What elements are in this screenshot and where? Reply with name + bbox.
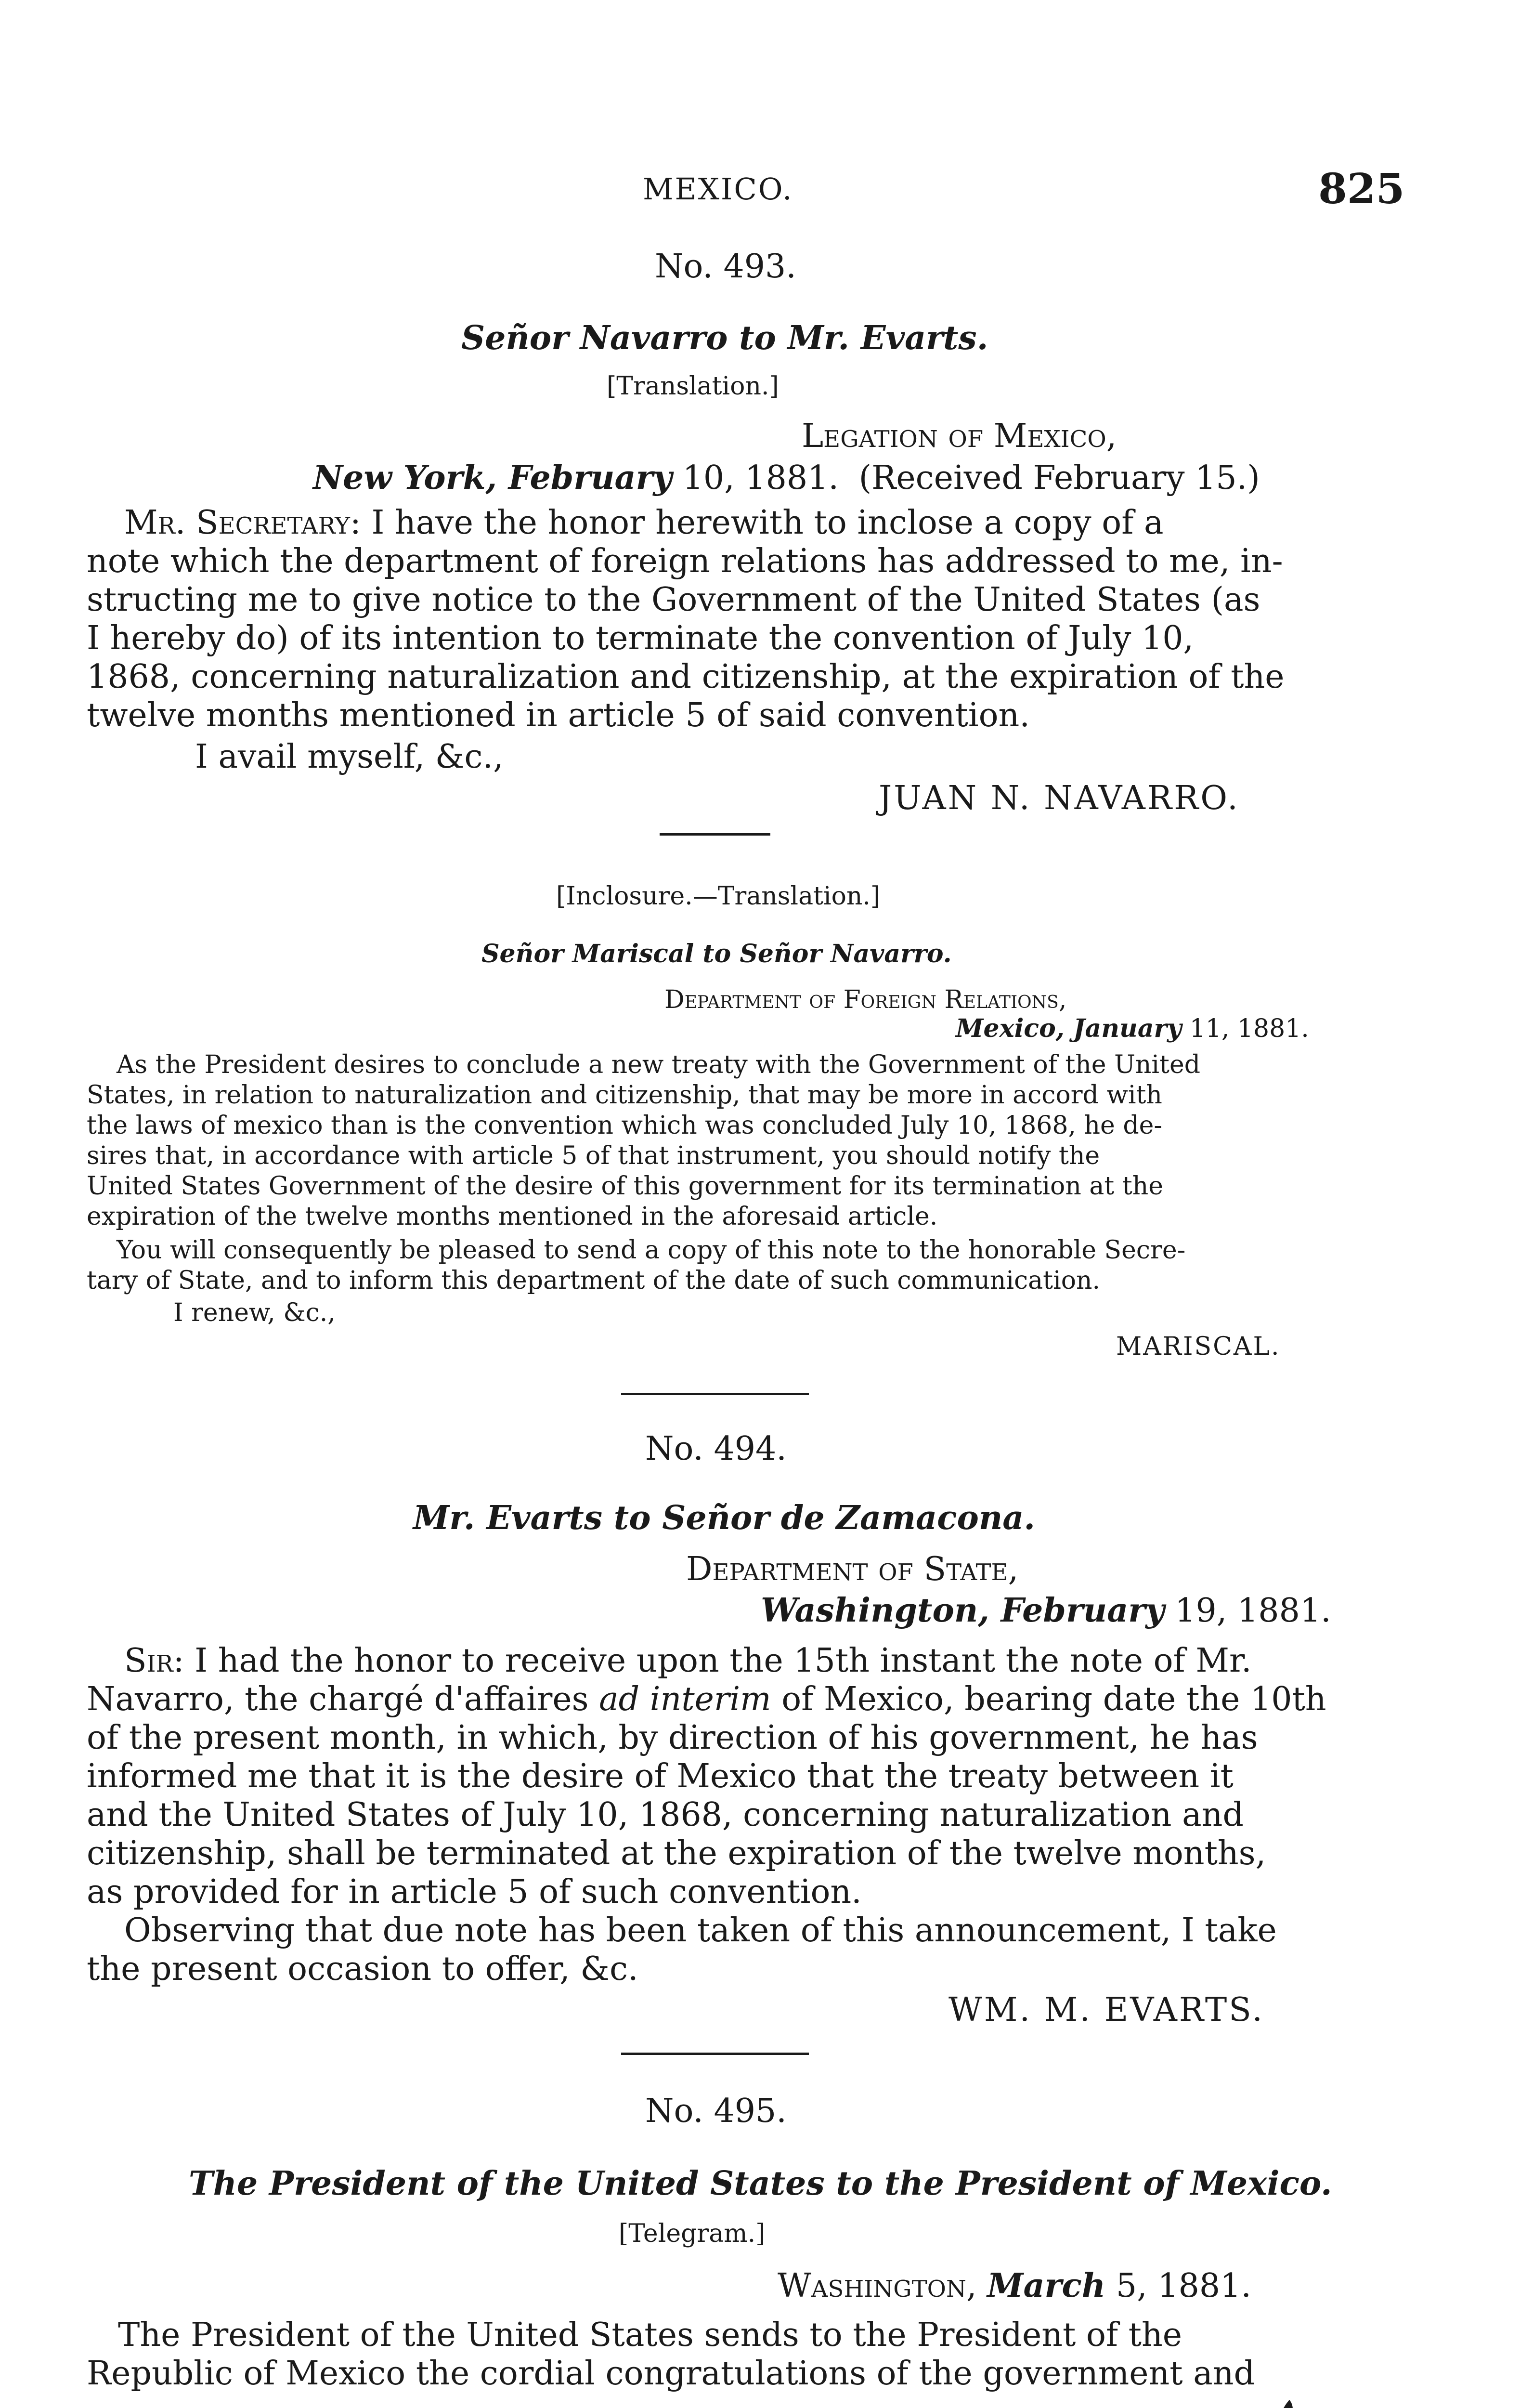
doc-493-line-5: 1868, concerning naturalization and citizenship, at the expiration of the: [87, 658, 1285, 696]
doc-494-line-9: the present occasion to offer, &c.: [87, 1950, 638, 1988]
doc-495-date-rest: 5, 1881.: [1116, 2267, 1252, 2305]
doc-493-dateline: [313, 458, 1260, 497]
doc-493-line-4: I hereby do) of its intention to terminate the convention of July 10,: [87, 619, 1194, 657]
doc-494-line-8: Observing that due note has been taken of this announcement, I take: [124, 1911, 1277, 1950]
doc-493-title: Señor Navarro to Mr. Evarts.: [461, 319, 988, 357]
inclosure-line-1: As the President desires to conclude a new treaty with the Government of the United: [117, 1050, 1201, 1079]
doc-493-line-1-text: I have the honor herewith to inclose a copy of a: [371, 504, 1164, 542]
doc-495-place: Washington,: [778, 2267, 977, 2305]
doc-493-dateline-date: 10, 1881.: [682, 459, 839, 497]
doc-494-line-1: [124, 1642, 1252, 1680]
doc-495-title: The President of the United States to the President of Mexico.: [189, 2164, 1332, 2203]
doc-494-dateline: [761, 1591, 1331, 1630]
doc-493-place: Legation of Mexico,: [802, 417, 1117, 455]
inclosure-line-4: sires that, in accordance with article 5 of that instrument, you should notify the: [87, 1141, 1100, 1170]
inclosure-dateline-date: 11, 1881.: [1189, 1014, 1309, 1043]
doc-493-dateline-place: New York, February: [313, 458, 672, 497]
doc-494-line-1-text: I had the honor to receive upon the 15th instant the note of Mr.: [195, 1642, 1252, 1680]
doc-494-line-7: as provided for in article 5 of such convention.: [87, 1873, 862, 1911]
doc-494-number: No. 494.: [645, 1430, 787, 1468]
doc-493-received: (Received February 15.): [858, 459, 1260, 497]
inclosure-line-5: United States Government of the desire of this government for its termination at the: [87, 1172, 1163, 1201]
inclosure-signature: MARISCAL.: [1116, 1332, 1281, 1361]
inclosure-title: Señor Mariscal to Señor Navarro.: [481, 939, 952, 968]
inclosure-line-8: tary of State, and to inform this department of the date of such communication.: [87, 1266, 1101, 1295]
section-divider: [621, 2053, 809, 2055]
inclosure-line-2: States, in relation to naturalization and citizenship, that may be more in accord with: [87, 1081, 1162, 1110]
inclosure-dateline: [956, 1016, 1309, 1041]
doc-495-line-1: The President of the United States sends to the President of the: [118, 2316, 1182, 2354]
section-divider: [660, 833, 770, 836]
inclosure-line-3: the laws of mexico than is the convention which was concluded July 10, 1868, he de-: [87, 1111, 1162, 1140]
doc-494-place: Department of State,: [686, 1550, 1019, 1588]
doc-494-signature: WM. M. EVARTS.: [948, 1991, 1264, 2029]
pen-mark-icon: [1266, 2396, 1300, 2408]
doc-494-dateline-place: Washington, February: [761, 1591, 1165, 1630]
inclosure-line-7: You will consequently be pleased to send a copy of this note to the honorable Secre-: [117, 1236, 1186, 1265]
doc-494-line-2-a: Navarro, the chargé d'affaires: [87, 1680, 589, 1718]
doc-494-line-2-b: of Mexico, bearing date the 10th: [781, 1680, 1326, 1718]
doc-494-line-5: and the United States of July 10, 1868, concerning naturalization and: [87, 1796, 1244, 1834]
doc-493-line-2: note which the department of foreign relations has addressed to me, in-: [87, 542, 1283, 580]
doc-493-line-1: [124, 504, 1164, 542]
doc-493-translation-note: [Translation.]: [607, 372, 779, 401]
doc-494-line-2-italic: ad interim: [599, 1680, 771, 1718]
doc-495-number: No. 495.: [645, 2092, 787, 2130]
doc-495-telegram-note: [Telegram.]: [619, 2219, 766, 2248]
inclosure-line-6: expiration of the twelve months mentioned in the aforesaid article.: [87, 1202, 938, 1231]
page-number: 825: [1318, 165, 1405, 213]
inclosure-closing: I renew, &c.,: [173, 1298, 336, 1327]
doc-494-salutation: Sir:: [124, 1642, 184, 1680]
doc-495-date-month: March: [987, 2266, 1106, 2305]
inclosure-dateline-place: Mexico, January: [956, 1014, 1182, 1043]
doc-494-line-3: of the present month, in which, by direction of his government, he has: [87, 1719, 1258, 1757]
doc-494-line-2: [87, 1680, 1326, 1718]
doc-493-line-3: structing me to give notice to the Government of the United States (as: [87, 581, 1260, 619]
doc-494-line-6: citizenship, shall be terminated at the expiration of the twelve months,: [87, 1834, 1266, 1872]
doc-495-line-2: Republic of Mexico the cordial congratulations of the government and: [87, 2355, 1255, 2393]
section-divider: [621, 1393, 809, 1395]
doc-494-title: Mr. Evarts to Señor de Zamacona.: [413, 1499, 1036, 1537]
doc-493-closing: I avail myself, &c.,: [195, 738, 504, 776]
inclosure-place: Department of Foreign Relations,: [664, 985, 1067, 1014]
doc-495-dateline: [778, 2266, 1252, 2305]
doc-493-signature: JUAN N. NAVARRO.: [879, 779, 1240, 817]
doc-494-dateline-date: 19, 1881.: [1175, 1592, 1331, 1630]
doc-493-line-6: twelve months mentioned in article 5 of said convention.: [87, 696, 1030, 734]
running-title: MEXICO.: [643, 171, 793, 207]
doc-493-salutation: Mr. Secretary:: [124, 504, 361, 542]
doc-493-number: No. 493.: [655, 248, 796, 286]
doc-494-line-4: informed me that it is the desire of Mexico that the treaty between it: [87, 1757, 1234, 1795]
inclosure-note: [Inclosure.—Translation.]: [556, 882, 881, 911]
